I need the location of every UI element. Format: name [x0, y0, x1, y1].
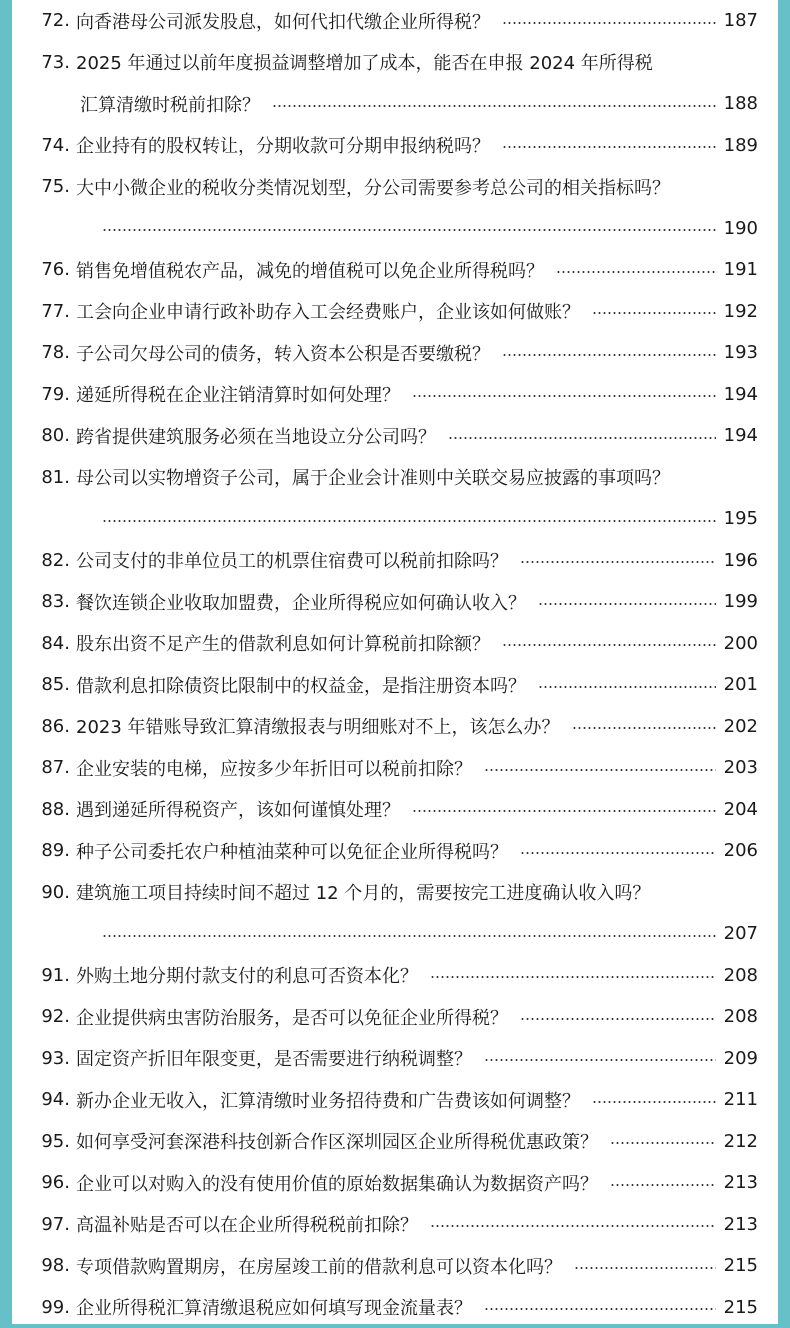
entry-page-number: 189	[724, 135, 758, 156]
entry-title: 外购土地分期付款支付的利息可否资本化？	[76, 962, 418, 988]
entry-page-number: 213	[724, 1172, 758, 1193]
entry-number: 87.	[12, 757, 70, 778]
dot-leader	[272, 105, 716, 107]
dot-leader	[502, 22, 716, 24]
toc-entry-75[interactable]	[12, 166, 778, 249]
entry-title: 专项借款购置期房，在房屋竣工前的借款利息可以资本化吗？	[76, 1253, 562, 1279]
entry-title: 建筑施工项目持续时间不超过 12 个月的，需要按完工进度确认收入吗？	[76, 879, 650, 905]
dot-leader	[430, 976, 716, 978]
toc-entry-74[interactable]	[12, 125, 778, 167]
toc-entry-76[interactable]	[12, 249, 778, 291]
entry-page-number: 190	[724, 218, 758, 239]
dot-leader	[102, 935, 716, 937]
entry-number: 79.	[12, 384, 70, 405]
dot-leader	[102, 229, 716, 231]
entry-number: 83.	[12, 591, 70, 612]
entry-number: 98.	[12, 1255, 70, 1276]
entry-page-number: 201	[724, 674, 758, 695]
entry-number: 93.	[12, 1048, 70, 1069]
dot-leader	[430, 1225, 716, 1227]
entry-title: 新办企业无收入，汇算清缴时业务招待费和广告费该如何调整？	[76, 1087, 580, 1113]
entry-title: 企业所得税汇算清缴退税应如何填写现金流量表？	[76, 1294, 472, 1320]
entry-number: 96.	[12, 1172, 70, 1193]
toc-entry-80[interactable]	[12, 415, 778, 457]
toc-entry-73[interactable]	[12, 42, 778, 125]
entry-number: 92.	[12, 1006, 70, 1027]
toc-page	[12, 0, 778, 1324]
dot-leader	[592, 1101, 716, 1103]
toc-entry-85[interactable]	[12, 664, 778, 706]
entry-page-number: 202	[724, 716, 758, 737]
entry-number: 78.	[12, 342, 70, 363]
toc-entry-72[interactable]	[12, 0, 778, 42]
dot-leader	[102, 520, 716, 522]
entry-page-number: 192	[724, 301, 758, 322]
dot-leader	[538, 603, 716, 605]
entry-number: 86.	[12, 716, 70, 737]
entry-title: 借款利息扣除债资比限制中的权益金，是指注册资本吗？	[76, 672, 526, 698]
entry-page-number: 208	[724, 1006, 758, 1027]
entry-page-number: 199	[724, 591, 758, 612]
entry-page-number: 194	[724, 425, 758, 446]
dot-leader	[502, 644, 716, 646]
dot-leader	[484, 1059, 716, 1061]
entry-title: 销售免增值税农产品，减免的增值税可以免企业所得税吗？	[76, 257, 544, 283]
entry-page-number: 194	[724, 384, 758, 405]
entry-page-number: 196	[724, 550, 758, 571]
entry-page-number: 203	[724, 757, 758, 778]
toc-entry-77[interactable]	[12, 291, 778, 333]
entry-page-number: 204	[724, 799, 758, 820]
entry-number: 85.	[12, 674, 70, 695]
dot-leader	[412, 395, 716, 397]
entry-title: 企业安装的电梯，应按多少年折旧可以税前扣除？	[76, 755, 472, 781]
entry-number: 80.	[12, 425, 70, 446]
dot-leader	[572, 727, 716, 729]
entry-page-number: 200	[724, 633, 758, 654]
toc-entry-78[interactable]	[12, 332, 778, 374]
entry-title: 企业可以对购入的没有使用价值的原始数据集确认为数据资产吗？	[76, 1170, 598, 1196]
entry-number: 84.	[12, 633, 70, 654]
entry-number: 72.	[12, 10, 70, 31]
entry-title: 跨省提供建筑服务必须在当地设立分公司吗？	[76, 423, 436, 449]
entry-page-number: 208	[724, 965, 758, 986]
entry-number: 74.	[12, 135, 70, 156]
dot-leader	[592, 312, 716, 314]
entry-title: 高温补贴是否可以在企业所得税税前扣除？	[76, 1211, 418, 1237]
dot-leader	[484, 1308, 716, 1310]
entry-title: 2025 年通过以前年度损益调整增加了成本，能否在申报 2024 年所得税	[76, 49, 653, 75]
table-of-contents	[12, 0, 778, 1328]
entry-page-number: 195	[724, 508, 758, 529]
toc-entry-98[interactable]	[12, 1245, 778, 1287]
entry-page-number: 215	[724, 1297, 758, 1318]
entry-number: 89.	[12, 840, 70, 861]
entry-title: 企业提供病虫害防治服务，是否可以免征企业所得税？	[76, 1004, 508, 1030]
entry-page-number: 213	[724, 1214, 758, 1235]
entry-title: 股东出资不足产生的借款利息如何计算税前扣除额？	[76, 630, 490, 656]
entry-number: 95.	[12, 1131, 70, 1152]
dot-leader	[538, 686, 716, 688]
entry-page-number: 191	[724, 259, 758, 280]
toc-entry-96[interactable]	[12, 1162, 778, 1204]
toc-entry-95[interactable]	[12, 1121, 778, 1163]
entry-title-continuation: 汇算清缴时税前扣除？	[80, 91, 260, 117]
toc-entry-79[interactable]	[12, 374, 778, 416]
dot-leader	[520, 852, 716, 854]
toc-entry-94[interactable]	[12, 1079, 778, 1121]
entry-title: 餐饮连锁企业收取加盟费，企业所得税应如何确认收入？	[76, 589, 526, 615]
toc-entry-97[interactable]	[12, 1204, 778, 1246]
entry-number: 73.	[12, 52, 70, 73]
entry-number: 82.	[12, 550, 70, 571]
entry-number: 88.	[12, 799, 70, 820]
entry-title: 2023 年错账导致汇算清缴报表与明细账对不上，该怎么办？	[76, 713, 560, 739]
toc-entry-99[interactable]	[12, 1287, 778, 1328]
entry-title: 递延所得税在企业注销清算时如何处理？	[76, 381, 400, 407]
entry-number: 94.	[12, 1089, 70, 1110]
dot-leader	[610, 1142, 716, 1144]
toc-entry-86[interactable]	[12, 706, 778, 748]
entry-title: 如何享受河套深港科技创新合作区深圳园区企业所得税优惠政策？	[76, 1128, 598, 1154]
entry-title: 向香港母公司派发股息，如何代扣代缴企业所得税？	[76, 8, 490, 34]
dot-leader	[502, 146, 716, 148]
dot-leader	[520, 561, 716, 563]
dot-leader	[520, 1018, 716, 1020]
toc-entry-82[interactable]	[12, 540, 778, 582]
toc-entry-89[interactable]	[12, 830, 778, 872]
dot-leader	[574, 1267, 716, 1269]
dot-leader	[610, 1184, 716, 1186]
entry-page-number: 209	[724, 1048, 758, 1069]
entry-title: 种子公司委托农户种植油菜种可以免征企业所得税吗？	[76, 838, 508, 864]
toc-entry-88[interactable]	[12, 789, 778, 831]
entry-page-number: 211	[724, 1089, 758, 1110]
entry-page-number: 187	[724, 10, 758, 31]
dot-leader	[448, 437, 716, 439]
toc-entry-92[interactable]	[12, 996, 778, 1038]
entry-number: 90.	[12, 882, 70, 903]
entry-number: 77.	[12, 301, 70, 322]
entry-page-number: 207	[724, 923, 758, 944]
entry-title: 企业持有的股权转让，分期收款可分期申报纳税吗？	[76, 132, 490, 158]
toc-entry-91[interactable]	[12, 955, 778, 997]
toc-entry-93[interactable]	[12, 1038, 778, 1080]
entry-number: 76.	[12, 259, 70, 280]
dot-leader	[556, 271, 716, 273]
entry-title: 工会向企业申请行政补助存入工会经费账户，企业该如何做账？	[76, 298, 580, 324]
entry-title: 子公司欠母公司的债务，转入资本公积是否要缴税？	[76, 340, 490, 366]
entry-title: 大中小微企业的税收分类情况划型，分公司需要参考总公司的相关指标吗？	[76, 174, 670, 200]
entry-number: 99.	[12, 1297, 70, 1318]
dot-leader	[484, 769, 716, 771]
toc-entry-81[interactable]	[12, 457, 778, 540]
entry-page-number: 212	[724, 1131, 758, 1152]
entry-number: 91.	[12, 965, 70, 986]
entry-title: 固定资产折旧年限变更，是否需要进行纳税调整？	[76, 1045, 472, 1071]
toc-entry-90[interactable]	[12, 872, 778, 955]
toc-entry-84[interactable]	[12, 623, 778, 665]
dot-leader	[502, 354, 716, 356]
entry-page-number: 206	[724, 840, 758, 861]
entry-title: 母公司以实物增资子公司，属于企业会计准则中关联交易应披露的事项吗？	[76, 464, 670, 490]
dot-leader	[412, 810, 716, 812]
entry-number: 81.	[12, 467, 70, 488]
entry-number: 75.	[12, 176, 70, 197]
entry-title: 公司支付的非单位员工的机票住宿费可以税前扣除吗？	[76, 547, 508, 573]
entry-page-number: 193	[724, 342, 758, 363]
toc-entry-87[interactable]	[12, 747, 778, 789]
toc-entry-83[interactable]	[12, 581, 778, 623]
entry-title: 遇到递延所得税资产，该如何谨慎处理？	[76, 796, 400, 822]
entry-page-number: 215	[724, 1255, 758, 1276]
entry-page-number: 188	[724, 93, 758, 114]
entry-number: 97.	[12, 1214, 70, 1235]
